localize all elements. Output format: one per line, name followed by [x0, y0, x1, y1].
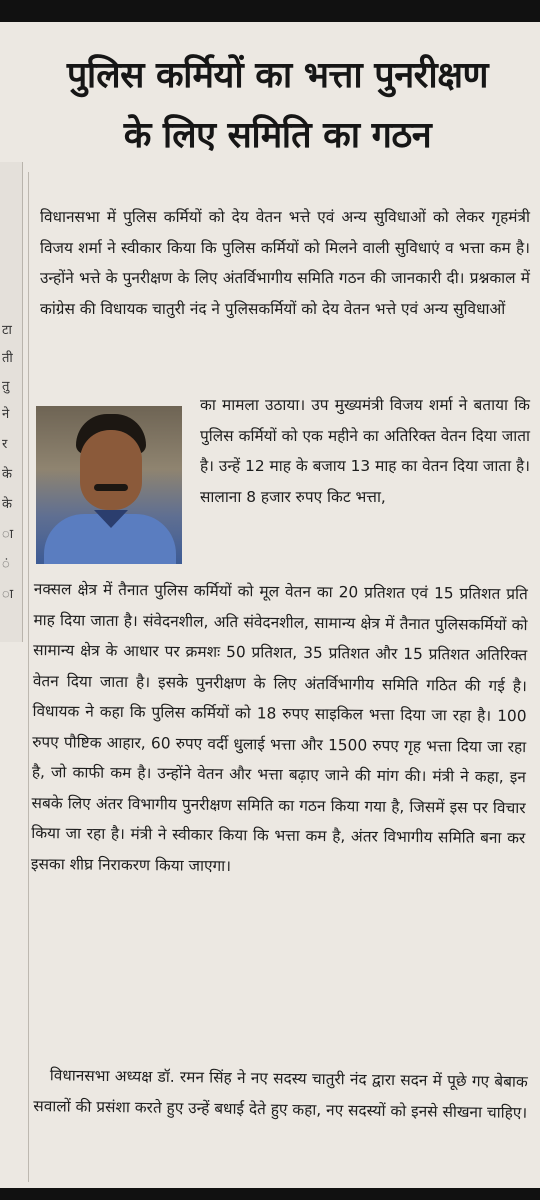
headline-line-1: पुलिस कर्मियों का भत्ता पुनरीक्षण: [66, 55, 489, 96]
adjacent-fragment: ती: [2, 351, 13, 366]
adjacent-fragment: तु: [2, 379, 10, 394]
adjacent-column-strip: [0, 162, 23, 642]
adjacent-fragment: ं: [2, 557, 10, 572]
article-headline: [30, 46, 525, 166]
article-paragraph-3: विधानसभा अध्यक्ष डॉ. रमन सिंह ने नए सदस्य चातुरी नंद द्वारा सदन में पूछे गए बेबाक सवालों की प्रसंशा करते हुए उन्हें बधाई देते हुए कहा, नए सदस्यों को इनसे सीखना चाहिए।: [33, 1066, 528, 1122]
bottom-border: [0, 1188, 540, 1200]
adjacent-fragment: ा: [2, 587, 14, 602]
article-paragraph-1: विधानसभा में पुलिस कर्मियों को देय वेतन भत्ते एवं अन्य सुविधाओं को लेकर गृहमंत्री विजय शर्मा ने स्वीकार किया कि पुलिस कर्मियों को मिलने वाली सुविधाएं व भत्ता कम है। उन्होंने भत्ते के पुनरीक्षण के लिए अंतर्विभागीय समिति गठन की जानकारी दी। प्रश्नकाल में कांग्रेस की विधायक चातुरी नंद ने पुलिसकर्मियों को देय वेतन भत्ते एवं अन्य सुविधाओं: [40, 208, 530, 318]
newspaper-clipping: [0, 22, 540, 1188]
article-paragraph-2: नक्सल क्षेत्र में तैनात पुलिस कर्मियों को मूल वेतन का 20 प्रतिशत एवं 15 प्रतिशत प्रति माह दिया जाता है। संवेदनशील, अति संवेदनशील, सामान्य क्षेत्र में तैनात पुलिसकर्मियों को सामान्य क्षेत्र के आधार पर क्रमशः 50 प्रतिशत, 35 प्रतिशत और 15 प्रतिशत अतिरिक्त वेतन दिया जाता है। इसके पुनरीक्षण के लिए अंतर्विभागीय समिति गठित की गई है। विधायक ने कहा कि पुलिस कर्मियों को 18 रुपए साइकिल भत्ता दिया जा रहा है। 100 रुपए पौष्टिक आहार, 60 रुपए वर्दी धुलाई भत्ता और 1500 रुपए गृह भत्ता दिया जा रहा है, जो काफी कम है। उन्होंने वेतन और भत्ता बढ़ाए जाने की मांग की। मंत्री ने कहा, इन सबके लिए अंतर विभागीय पुनरीक्षण समिति का गठन किया गया है, जिसमें इस पर विचार किया जा रहा है। मंत्री ने स्वीकार किया कि भत्ता कम है, अंतर विभागीय समिति बना कर इसका शीघ्र निराकरण किया जाएगा।: [30, 579, 528, 875]
adjacent-fragment: र: [2, 437, 8, 452]
column-divider: [28, 172, 29, 1182]
adjacent-fragment: ा: [2, 527, 14, 542]
adjacent-fragment: टा: [2, 323, 12, 338]
top-border: [0, 0, 540, 22]
adjacent-fragment: के: [2, 467, 12, 482]
adjacent-fragment: ने: [2, 407, 10, 422]
mla-portrait-photo: [36, 406, 182, 564]
adjacent-fragment: के: [2, 497, 12, 512]
article-wrap-text: का मामला उठाया। उप मुख्यमंत्री विजय शर्मा ने बताया कि पुलिस कर्मियों को एक महीने का अतिरिक्त वेतन दिया जाता है। उन्हें 12 माह के बजाय 13 माह का वेतन दिया जाता है। सालाना 8 हजार रुपए किट भत्ता,: [200, 396, 530, 506]
headline-line-2: के लिए समिति का गठन: [123, 115, 432, 156]
